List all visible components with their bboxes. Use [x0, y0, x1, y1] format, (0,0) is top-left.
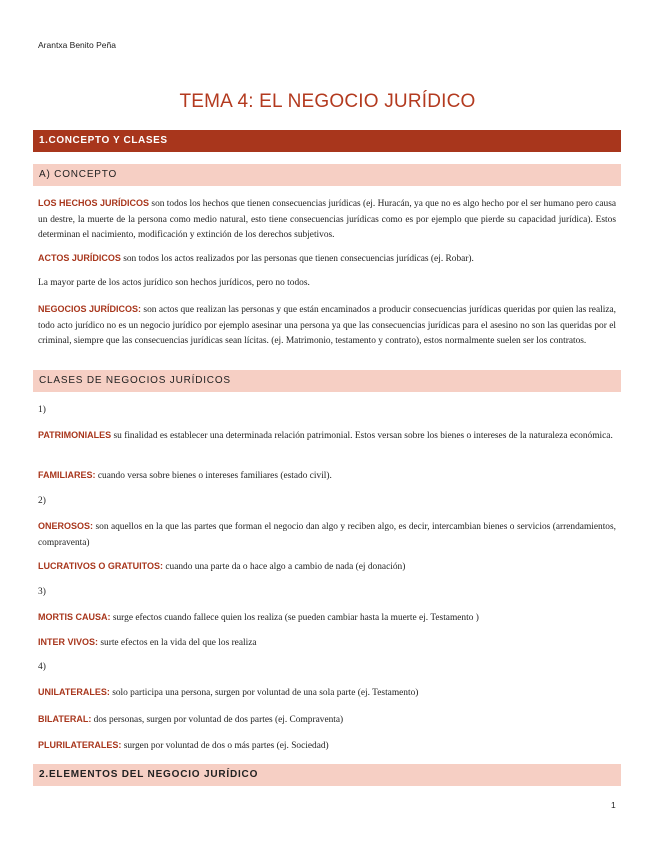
- subsection-heading-concepto: A) CONCEPTO: [33, 164, 621, 186]
- paragraph-text: surgen por voluntad de dos o más partes (ej. Sociedad): [121, 741, 329, 751]
- paragraph-onerosos: [38, 519, 616, 551]
- term-label: UNILATERALES:: [38, 687, 110, 697]
- paragraph-inter-vivos: [38, 635, 616, 652]
- term-label: LUCRATIVOS O GRATUITOS:: [38, 561, 163, 571]
- paragraph-text: 2): [38, 496, 46, 506]
- paragraph-text: 4): [38, 662, 46, 672]
- section-heading-elementos: 2.ELEMENTOS DEL NEGOCIO JURÍDICO: [33, 764, 621, 786]
- paragraph-mortis-causa: [38, 610, 616, 627]
- paragraph-bilateral: [38, 712, 616, 729]
- term-label: LOS HECHOS JURÍDICOS: [38, 198, 150, 208]
- paragraph-text: son aquellos en la que las partes que forman el negocio dan algo y reciben algo, es decir, intercambian bienes o servicios (arrendamientos, compraventa): [38, 522, 616, 548]
- term-label: PATRIMONIALES: [38, 430, 112, 440]
- term-label: INTER VIVOS:: [38, 637, 99, 647]
- paragraph-text: surge efectos cuando fallece quien los realiza (se pueden cambiar hasta la muerte ej. Testamento ): [110, 613, 479, 623]
- paragraph-text: La mayor parte de los actos jurídico son hechos jurídicos, pero no todos.: [38, 278, 310, 288]
- author-name: Arantxa Benito Peña: [38, 40, 116, 50]
- term-label: ONEROSOS:: [38, 521, 94, 531]
- paragraph-text: son todos los hechos que tienen consecuencias jurídicas (ej. Huracán, ya que no es algo hecho por el ser humano pero causa un destre, la muerte de la persona como medio natural, esto tiene consecuencias jurídicas como es por ejemplo que pierde su capacidad jurídica). Estos determinan el nacimiento, modificación y extinción de los derechos subjetivos.: [38, 199, 617, 240]
- paragraph-unilaterales: [38, 685, 616, 702]
- document-title: TEMA 4: EL NEGOCIO JURÍDICO: [179, 91, 476, 112]
- paragraph-lucrativos: [38, 559, 616, 576]
- list-marker-4: [38, 660, 616, 676]
- paragraph-text: 1): [38, 405, 46, 415]
- subsection-heading-clases: CLASES DE NEGOCIOS JURÍDICOS: [33, 370, 621, 392]
- term-label: PLURILATERALES:: [38, 740, 122, 750]
- list-marker-3: [38, 585, 616, 601]
- paragraph-text: son actos que realizan las personas y que están encaminados a producir consecuencias jurídicas queridas por quien las realiza, todo acto jurídico no es un negocio jurídico por ejemplo asesinar una persona ya que las consecuencias jurídicas para el asesino no son las queridas por el criminal, siempre que las consecuencias jurídicas sean lícitas. (ej. Matrimonio, testamento y contrato), estos normalmente suelen ser los contratos.: [38, 305, 616, 346]
- paragraph-text: dos personas, surgen por voluntad de dos partes (ej. Compraventa): [91, 715, 344, 725]
- paragraph-mayor-parte: [38, 276, 616, 292]
- paragraph-negocios-juridicos: [38, 302, 616, 350]
- paragraph-text: su finalidad es establecer una determinada relación patrimonial. Estos versan sobre los bienes o intereses de la naturaleza económica.: [111, 431, 613, 441]
- section-heading-concepto-clases: 1.CONCEPTO Y CLASES: [33, 130, 621, 152]
- term-label: ACTOS JURÍDICOS: [38, 253, 121, 263]
- paragraph-text: son todos los actos realizados por las personas que tienen consecuencias jurídicas (ej. Robar).: [120, 254, 474, 264]
- paragraph-text: cuando una parte da o hace algo a cambio de nada (ej donación): [163, 562, 406, 572]
- list-marker-2: [38, 494, 616, 510]
- paragraph-actos-juridicos: [38, 251, 616, 268]
- term-label: BILATERAL:: [38, 714, 92, 724]
- paragraph-patrimoniales: [38, 428, 616, 445]
- term-label: MORTIS CAUSA:: [38, 612, 111, 622]
- paragraph-hechos-juridicos: [38, 196, 616, 244]
- paragraph-text: cuando versa sobre bienes o intereses familiares (estado civil).: [95, 471, 332, 481]
- paragraph-text: surte efectos en la vida del que los realiza: [98, 638, 257, 648]
- term-label: NEGOCIOS JURÍDICOS:: [38, 304, 142, 314]
- paragraph-plurilaterales: [38, 738, 616, 755]
- paragraph-text: solo participa una persona, surgen por voluntad de una sola parte (ej. Testamento): [109, 688, 419, 698]
- paragraph-text: 3): [38, 587, 46, 597]
- paragraph-familiares: [38, 468, 616, 485]
- list-marker-1: [38, 403, 616, 419]
- page-number: 1: [611, 800, 616, 810]
- term-label: FAMILIARES:: [38, 470, 96, 480]
